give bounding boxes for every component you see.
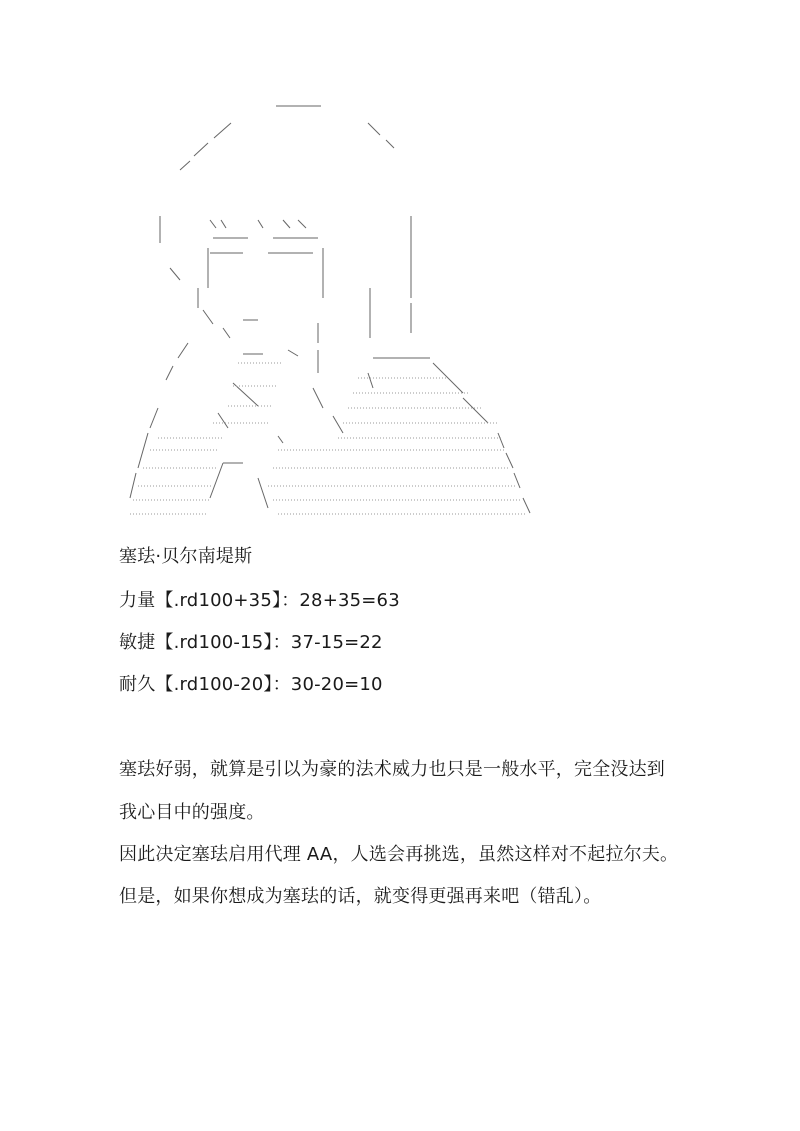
stat-line-endurance bbox=[119, 673, 383, 697]
paragraph-line: 但是，如果你想成为塞珐的话，就变得更强再来吧（错乱）。 bbox=[119, 886, 602, 907]
stat-result: ：28+35=63 bbox=[281, 590, 400, 611]
stat-roll: 【.rd100+35】 bbox=[155, 590, 282, 611]
paragraph-line: 我心目中的强度。 bbox=[119, 802, 265, 823]
stat-roll: 【.rd100-20】 bbox=[155, 674, 273, 695]
stat-result: ：37-15=22 bbox=[272, 632, 383, 653]
stat-label: 耐久 bbox=[119, 674, 156, 695]
stat-line-agility bbox=[119, 631, 383, 655]
stat-label: 力量 bbox=[119, 590, 156, 611]
character-name: 塞珐·贝尔南堤斯 bbox=[119, 546, 253, 567]
stat-line-strength bbox=[119, 589, 400, 613]
paragraph-line: 塞珐好弱，就算是引以为豪的法术威力也只是一般水平，完全没达到 bbox=[119, 759, 665, 780]
ascii-art-drawing bbox=[118, 88, 548, 528]
ascii-art-character-figure bbox=[118, 88, 548, 528]
paragraph-line: 因此决定塞珐启用代理 AA，人选会再挑选，虽然这样对不起拉尔夫。 bbox=[119, 844, 679, 865]
stat-result: ：30-20=10 bbox=[272, 674, 383, 695]
stat-label: 敏捷 bbox=[119, 632, 156, 653]
stat-roll: 【.rd100-15】 bbox=[155, 632, 273, 653]
